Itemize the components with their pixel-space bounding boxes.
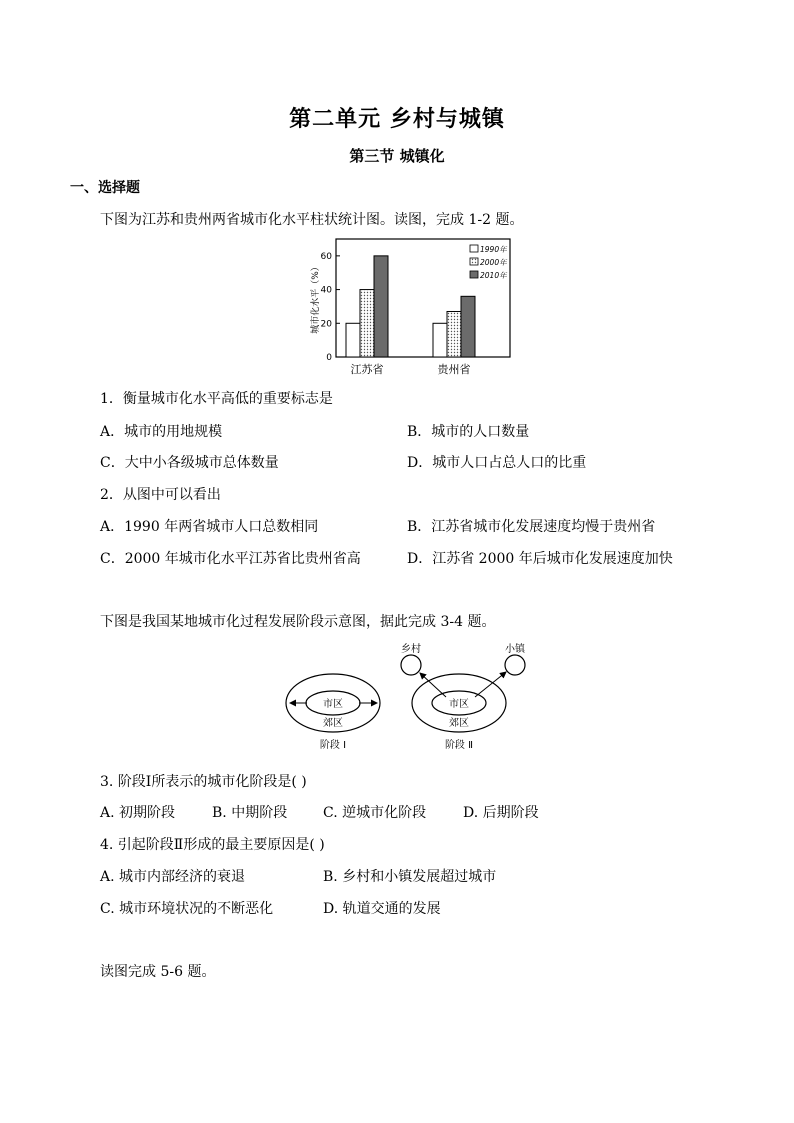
question-4-option-b: B. 乡村和小镇发展超过城市	[323, 869, 497, 885]
stage1-city-label: 市区	[323, 699, 343, 710]
y-tick-label: 60	[320, 251, 332, 262]
legend-swatch	[470, 245, 478, 252]
question-3-stem: 3. 阶段Ⅰ所表示的城市化阶段是( )	[100, 774, 307, 790]
question-2-stem: 2．从图中可以看出	[100, 487, 221, 503]
question-type-heading: 一、选择题	[70, 180, 140, 196]
question-1-option-b: B．城市的人口数量	[407, 424, 530, 440]
question-2-option-b: B．江苏省城市化发展速度均慢于贵州省	[407, 519, 656, 535]
stage2-suburb-label: 郊区	[449, 718, 469, 729]
intro-questions-1-2: 下图为江苏和贵州两省城市化水平柱状统计图。读图，完成 1-2 题。	[100, 212, 524, 228]
category-label: 江苏省	[350, 363, 384, 376]
bar-2000年	[360, 290, 374, 357]
y-tick-label: 0	[326, 353, 332, 363]
question-3-option-a: A. 初期阶段	[100, 805, 176, 821]
stage2-city-label: 市区	[449, 699, 469, 710]
question-3-option-b: B. 中期阶段	[212, 805, 288, 821]
bar-2000年	[447, 311, 461, 357]
legend-swatch	[470, 258, 478, 265]
city-to-town-arrow	[475, 672, 506, 697]
question-2-option-a: A．1990 年两省城市人口总数相同	[100, 519, 319, 535]
bar-1990年	[433, 323, 447, 357]
town-label: 小镇	[505, 644, 525, 655]
legend-label: 2000年	[480, 258, 507, 267]
question-4-option-d: D. 轨道交通的发展	[323, 901, 441, 917]
question-1-stem: 1．衡量城市化水平高低的重要标志是	[100, 391, 333, 407]
intro-questions-3-4: 下图是我国某地城市化过程发展阶段示意图，据此完成 3-4 题。	[100, 614, 496, 630]
city-to-village-arrow	[420, 673, 446, 697]
stage1-suburb-label: 郊区	[323, 718, 343, 729]
section-subtitle: 第三节 城镇化	[349, 147, 445, 165]
question-2-option-c: C．2000 年城市化水平江苏省比贵州省高	[100, 551, 361, 567]
question-1-option-a: A．城市的用地规模	[100, 424, 223, 440]
question-1-option-d: D．城市人口占总人口的比重	[407, 455, 587, 471]
legend-label: 1990年	[480, 245, 507, 254]
y-tick-label: 40	[320, 285, 332, 296]
bar-2010年	[461, 296, 475, 357]
question-2-option-d: D．江苏省 2000 年后城市化发展速度加快	[407, 551, 673, 567]
question-3-option-d: D. 后期阶段	[463, 805, 539, 821]
bar-1990年	[346, 323, 360, 357]
stage1-caption: 阶段 Ⅰ	[319, 740, 347, 751]
chart-plot-area	[309, 239, 510, 376]
stage2-caption: 阶段 Ⅱ	[444, 740, 474, 751]
question-4-option-a: A. 城市内部经济的衰退	[100, 869, 246, 885]
urbanization-stage-diagram	[280, 640, 540, 755]
y-axis-label: 城市化水平（%）	[311, 262, 321, 334]
intro-questions-5-6: 读图完成 5-6 题。	[100, 964, 216, 980]
bar-2010年	[374, 256, 388, 357]
y-tick-label: 20	[320, 319, 332, 330]
village-circle	[401, 655, 421, 675]
question-1-option-c: C．大中小各级城市总体数量	[100, 455, 279, 471]
category-label: 贵州省	[437, 363, 471, 376]
question-3-option-c: C. 逆城市化阶段	[323, 805, 427, 821]
legend-swatch	[470, 271, 478, 278]
urbanization-bar-chart	[300, 234, 520, 379]
village-label: 乡村	[401, 644, 421, 655]
document-title: 第二单元 乡村与城镇	[289, 106, 505, 132]
question-4-stem: 4. 引起阶段Ⅱ形成的最主要原因是( )	[100, 837, 325, 853]
question-4-option-c: C. 城市环境状况的不断恶化	[100, 901, 274, 917]
town-circle	[505, 655, 525, 675]
legend-label: 2010年	[480, 271, 507, 280]
